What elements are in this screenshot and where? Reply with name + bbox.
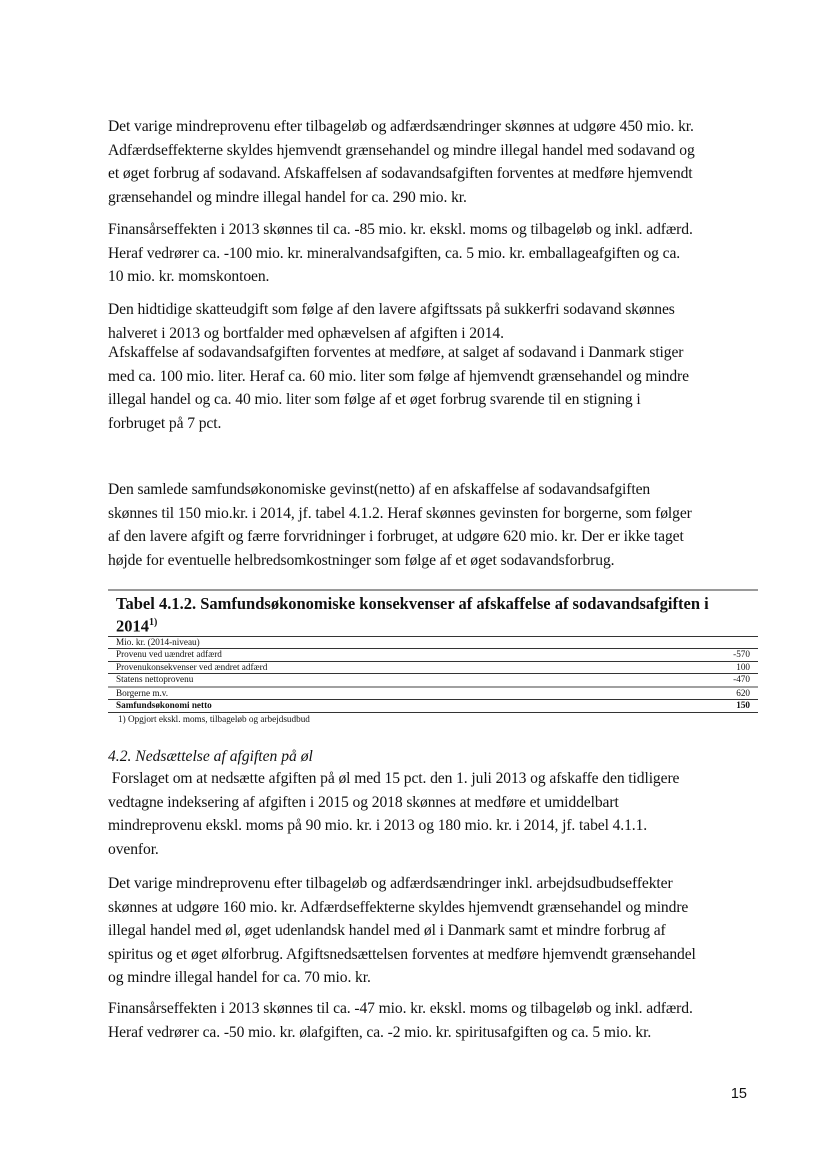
text-line: med ca. 100 mio. liter. Heraf ca. 60 mio. liter som følge af hjemvendt grænsehandel og mindre (108, 367, 689, 385)
table-top-rule (108, 589, 758, 591)
row-value: 620 (736, 687, 750, 698)
paragraph-beer-revenue-loss (108, 872, 768, 990)
table-title-year: 2014 (116, 616, 149, 636)
row-value: -470 (733, 674, 750, 684)
row-label: Provenu ved uændret adfærd (116, 649, 222, 659)
text-line: og mindre illegal handel for ca. 70 mio. kr. (108, 969, 371, 986)
paragraph-sales-increase (108, 341, 768, 435)
table-unit-row (108, 637, 758, 649)
text-line: Det varige mindreprovenu efter tilbageløb og adfærdsændringer inkl. arbejdsudbudseffekter (108, 875, 673, 892)
paragraph-tax-expenditure (108, 298, 768, 345)
section-heading: 4.2. Nedsættelse af afgiften på øl (108, 748, 313, 765)
table-title (116, 594, 758, 636)
text-line: illegal handel med øl, øget udenlandsk handel med øl i Danmark samt et mindre forbrug af (108, 922, 666, 939)
text-line: Den hidtidige skatteudgift som følge af den lavere afgiftssats på sukkerfri sodavand skønnes (108, 301, 675, 318)
text-line: Heraf vedrører ca. -50 mio. kr. ølafgiften, ca. -2 mio. kr. spiritusafgiften og ca. 5 mio. kr. (108, 1023, 652, 1041)
text-line: Heraf vedrører ca. -100 mio. kr. mineralvandsafgiften, ca. 5 mio. kr. emballageafgiften og ca. (108, 244, 681, 262)
paragraph-beer-fiscal-year-effect (108, 997, 768, 1044)
row-label: Samfundsøkonomi netto (116, 700, 212, 710)
table-unit-label: Mio. kr. (2014-niveau) (116, 636, 200, 647)
page-number: 15 (730, 1086, 747, 1102)
text-line: Finansårseffekten i 2013 skønnes til ca. -47 mio. kr. ekskl. moms og tilbageløb og inkl. adfærd. (108, 1000, 693, 1017)
table-4-1-2 (108, 589, 758, 725)
table-row (108, 688, 758, 700)
text-line: et øget forbrug af sodavand. Afskaffelsen af sodavandsafgiften forventes at medføre hjemvendt (108, 165, 693, 182)
row-label: Borgerne m.v. (116, 687, 169, 698)
paragraph-socioeconomic-gain (108, 478, 768, 572)
footnote-marker: 1) (149, 617, 158, 628)
table-row (108, 662, 758, 674)
table-footnote: 1) Opgjort ekskl. moms, tilbageløb og arbejdsudbud (118, 713, 310, 724)
paragraph-beer-proposal (108, 767, 768, 861)
row-value: 150 (736, 700, 750, 710)
text-line: Det varige mindreprovenu efter tilbageløb og adfærdsændringer skønnes at udgøre 450 mio. kr. (108, 118, 694, 135)
text-line: mindreprovenu ekskl. moms på 90 mio. kr. i 2013 og 180 mio. kr. i 2014, jf. tabel 4.1.1. (108, 817, 648, 834)
text-line: forbruget på 7 pct. (108, 414, 222, 432)
text-line: skønnes til 150 mio.kr. i 2014, jf. tabel 4.1.2. Heraf skønnes gevinsten for borgerne, som følger (108, 504, 692, 522)
text-line: vedtagne indeksering af afgiften i 2015 og 2018 skønnes at medføre et umiddelbart (108, 793, 619, 811)
text-line: ovenfor. (108, 840, 159, 858)
table-title-text: Tabel 4.1.2. Samfundsøkonomiske konsekvenser af afskaffelse af sodavandsafgiften i (116, 594, 709, 613)
text-line: højde for eventuelle helbredsomkostninger som følge af et øget sodavandsforbrug. (108, 551, 615, 569)
table-row-total (108, 700, 758, 712)
text-line: Den samlede samfundsøkonomiske gevinst(netto) af en afskaffelse af sodavandsafgiften (108, 481, 651, 498)
text-line: grænsehandel og mindre illegal handel for ca. 290 mio. kr. (108, 188, 467, 206)
row-value: -570 (733, 649, 750, 659)
text-line: af den lavere afgift og færre forvridninger i forbruget, at udgøre 620 mio. kr. Der er ikke taget (108, 528, 684, 545)
text-line: Finansårseffekten i 2013 skønnes til ca. -85 mio. kr. ekskl. moms og tilbageløb og inkl. adfærd. (108, 221, 693, 238)
text-line: skønnes at udgøre 160 mio. kr. Adfærdseffekterne skyldes hjemvendt grænsehandel og mindre (108, 898, 689, 916)
paragraph-fiscal-year-effect (108, 218, 768, 289)
text-line: illegal handel og ca. 40 mio. liter som følge af et øget forbrug svarende til en stigning i (108, 391, 641, 408)
text-line: halveret i 2013 og bortfalder med ophævelsen af afgiften i 2014. (108, 324, 504, 342)
row-label: Statens nettoprovenu (116, 674, 194, 684)
text-line: Afskaffelse af sodavandsafgiften forventes at medføre, at salget af sodavand i Danmark stiger (108, 344, 684, 361)
table-row (108, 674, 758, 686)
row-value: 100 (736, 661, 750, 672)
row-label: Provenukonsekvenser ved ændret adfærd (116, 661, 268, 672)
text-line: spiritus og et øget ølforbrug. Afgiftsnedsættelsen forventes at medføre hjemvendt grænsehandel (108, 945, 696, 963)
text-line: 10 mio. kr. momskontoen. (108, 268, 270, 285)
text-line: Forslaget om at nedsætte afgiften på øl med 15 pct. den 1. juli 2013 og afskaffe den tidligere (108, 770, 680, 787)
table-row (108, 649, 758, 661)
paragraph-revenue-loss (108, 115, 768, 209)
text-line: Adfærdseffekterne skyldes hjemvendt grænsehandel og mindre illegal handel med sodavand og (108, 141, 695, 159)
